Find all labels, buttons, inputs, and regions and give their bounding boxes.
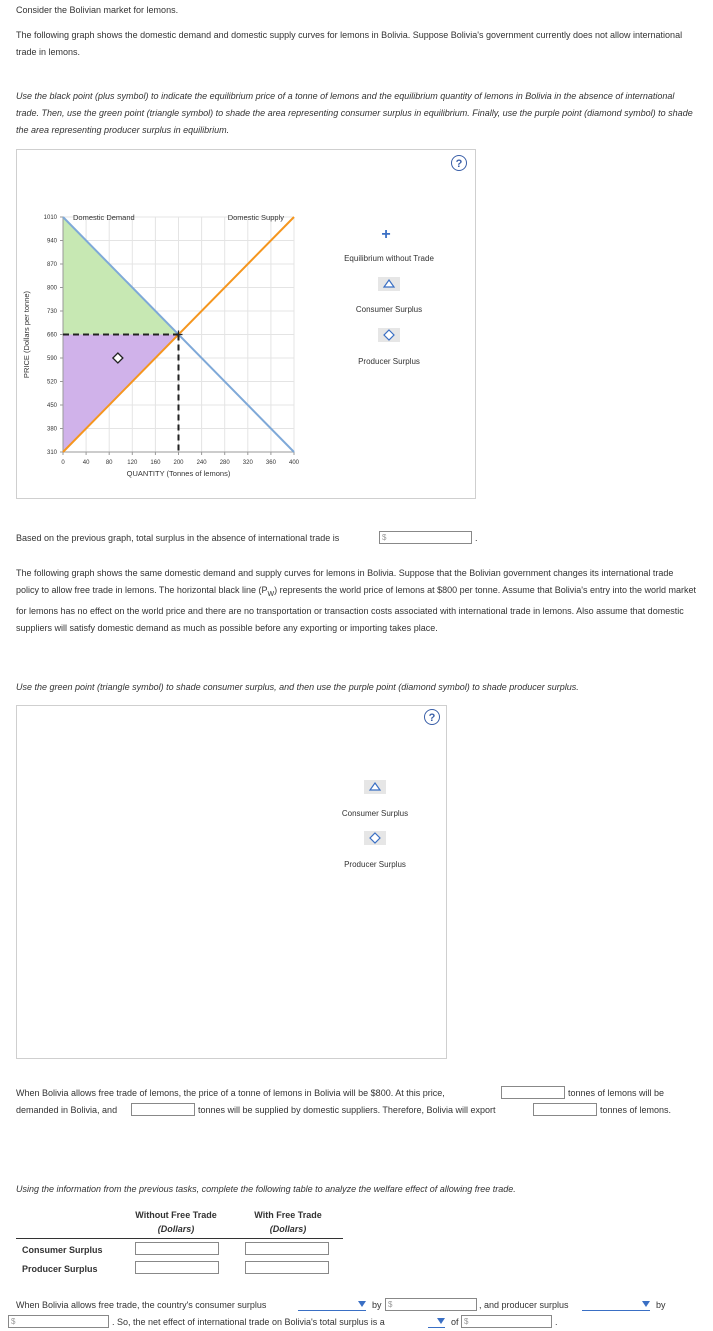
y-axis-label: PRICE (Dollars per tonne) <box>22 290 31 379</box>
q3-by-1: by <box>372 1300 382 1310</box>
diamond-icon <box>364 831 386 845</box>
q2-part5: tonnes of lemons. <box>600 1105 672 1115</box>
table-divider <box>16 1238 343 1239</box>
table-instructions: Using the information from the previous tasks, complete the following table to analyze the welfare effect of allowing free trade. <box>16 1184 516 1194</box>
total-surplus-input[interactable]: $ <box>379 531 472 544</box>
y-tick-label: 310 <box>46 450 57 456</box>
x-tick-label: 120 <box>127 460 138 466</box>
net-effect-amount-input[interactable]: $ <box>461 1315 552 1328</box>
q2-part1: When Bolivia allows free trade of lemons, the price of a tonne of lemons in Bolivia will be $800. At this price, <box>16 1088 445 1098</box>
row-producer-surplus: Producer Surplus <box>22 1264 98 1274</box>
exports-input[interactable] <box>533 1103 597 1116</box>
q3-of: of <box>451 1317 459 1327</box>
graph2-panel <box>16 705 447 1059</box>
chevron-down-icon <box>642 1301 650 1307</box>
cs-change-dropdown[interactable] <box>298 1298 366 1311</box>
free-trade-paragraph: The following graph shows the same domestic demand and supply curves for lemons in Bolivia. Suppose that the Bolivian government changes its international trade policy to allow free trade in lemons. The horizontal black line $(P_W)$ represents the world price of lemons at $800 per tonne. Assume that Bolivia's entry into the world market for lemons has no effect on the world price and there are no transportation or transaction costs associated with international trade in lemons. Also assume that domestic suppliers will satisfy domestic demand as much as possible before any exporting or importing takes place. <box>16 568 697 633</box>
q2-part3: demanded in Bolivia, and <box>16 1105 118 1115</box>
ps-change-amount-input[interactable]: $ <box>8 1315 109 1328</box>
supply-curve-label: Domestic Supply <box>227 213 284 222</box>
net-effect-dropdown[interactable] <box>428 1315 445 1328</box>
y-tick-label: 730 <box>46 309 57 315</box>
welfare-table <box>16 1205 346 1280</box>
period: . <box>475 533 478 543</box>
intro-paragraph: The following graph shows the domestic demand and domestic supply curves for lemons in Bolivia. Suppose Bolivia's government currently does not allow international trade in lemons. <box>16 30 683 57</box>
y-tick-label: 800 <box>46 285 57 292</box>
quantity-supplied-input[interactable] <box>131 1103 195 1116</box>
x-axis-label: QUANTITY (Tonnes of lemons) <box>126 469 231 478</box>
legend-equilibrium-label: Equilibrium without Trade <box>344 254 434 263</box>
demand-curve-label: Domestic Demand <box>73 213 135 222</box>
x-tick-label: 400 <box>288 460 300 466</box>
cs-without-trade-input[interactable] <box>135 1242 219 1255</box>
help-icon[interactable]: ? <box>424 709 440 725</box>
col-header-with-trade: With Free Trade <box>254 1210 322 1220</box>
q2-part4: tonnes will be supplied by domestic suppliers. Therefore, Bolivia will export <box>198 1105 496 1115</box>
legend-producer-surplus-label: Producer Surplus <box>344 860 406 869</box>
producer-surplus-tool-button[interactable] <box>364 831 386 845</box>
y-tick-label: 870 <box>46 262 57 268</box>
triangle-icon <box>378 277 400 291</box>
legend-consumer-surplus-label: Consumer Surplus <box>355 305 423 314</box>
q3-part2: , and producer surplus <box>479 1300 569 1310</box>
legend-producer-surplus-label: Producer Surplus <box>358 357 420 366</box>
triangle-icon <box>364 780 386 794</box>
col-header-without-trade: Without Free Trade <box>135 1210 217 1220</box>
x-tick-label: 200 <box>173 460 184 466</box>
producer-surplus-tool-button[interactable] <box>378 328 400 342</box>
row-consumer-surplus: Consumer Surplus <box>22 1245 103 1255</box>
q3-part3: . So, the net effect of international trade on Bolivia's total surplus is a <box>112 1317 385 1327</box>
x-tick-label: 80 <box>105 460 113 466</box>
x-tick-label: 40 <box>82 460 90 466</box>
graph2-instructions: Use the green point (triangle symbol) to shade consumer surplus, and then use the purple point (diamond symbol) to shade producer surplus. <box>16 682 579 692</box>
chevron-down-icon <box>437 1318 445 1324</box>
q3-part1: When Bolivia allows free trade, the country's consumer surplus <box>16 1300 267 1310</box>
x-tick-label: 240 <box>196 460 207 466</box>
x-tick-label: 160 <box>150 460 161 466</box>
chevron-down-icon <box>358 1301 366 1307</box>
q3-by-2: by <box>656 1300 666 1310</box>
cs-change-amount-input[interactable]: $ <box>385 1298 477 1311</box>
y-tick-label: 1010 <box>43 215 57 221</box>
y-tick-label: 450 <box>46 403 57 409</box>
legend-consumer-surplus-label: Consumer Surplus <box>341 809 409 818</box>
q2-part2: tonnes of lemons will be <box>568 1088 665 1098</box>
x-tick-label: 320 <box>242 460 253 466</box>
quantity-demanded-input[interactable] <box>501 1086 565 1099</box>
consumer-surplus-tool-button[interactable] <box>364 780 386 794</box>
ps-with-trade-input[interactable] <box>245 1261 329 1274</box>
x-tick-label: 280 <box>219 460 230 466</box>
total-surplus-question: Based on the previous graph, total surplus in the absence of international trade is <box>16 533 340 543</box>
cs-with-trade-input[interactable] <box>245 1242 329 1255</box>
diamond-icon <box>378 328 400 342</box>
graph1-instructions: Use the black point (plus symbol) to indicate the equilibrium price of a tonne of lemons and the equilibrium quantity of lemons in Bolivia in the absence of international trade. Then, use the green point (triangle symbol) to shade the area representing consumer surplus in equilibrium. Finally, use the purple point (diamond symbol) to shade the area representing producer surplus in equilibrium. <box>16 91 693 135</box>
y-tick-label: 380 <box>46 426 57 433</box>
col-unit-without-trade: (Dollars) <box>157 1224 195 1234</box>
consumer-surplus-tool-button[interactable] <box>378 277 400 291</box>
y-tick-label: 940 <box>46 238 57 245</box>
q3-end: . <box>555 1317 558 1327</box>
x-tick-label: 0 <box>61 460 65 466</box>
y-tick-label: 660 <box>46 332 57 339</box>
y-tick-label: 590 <box>46 356 57 362</box>
x-tick-label: 360 <box>265 460 276 466</box>
ps-change-dropdown[interactable] <box>582 1298 650 1311</box>
help-icon[interactable]: ? <box>451 155 467 171</box>
intro-line-1: Consider the Bolivian market for lemons. <box>16 5 179 15</box>
ps-without-trade-input[interactable] <box>135 1261 219 1274</box>
plus-icon[interactable]: + <box>381 226 391 243</box>
graph1 <box>22 213 300 478</box>
y-tick-label: 520 <box>46 379 57 386</box>
col-unit-with-trade: (Dollars) <box>269 1224 307 1234</box>
